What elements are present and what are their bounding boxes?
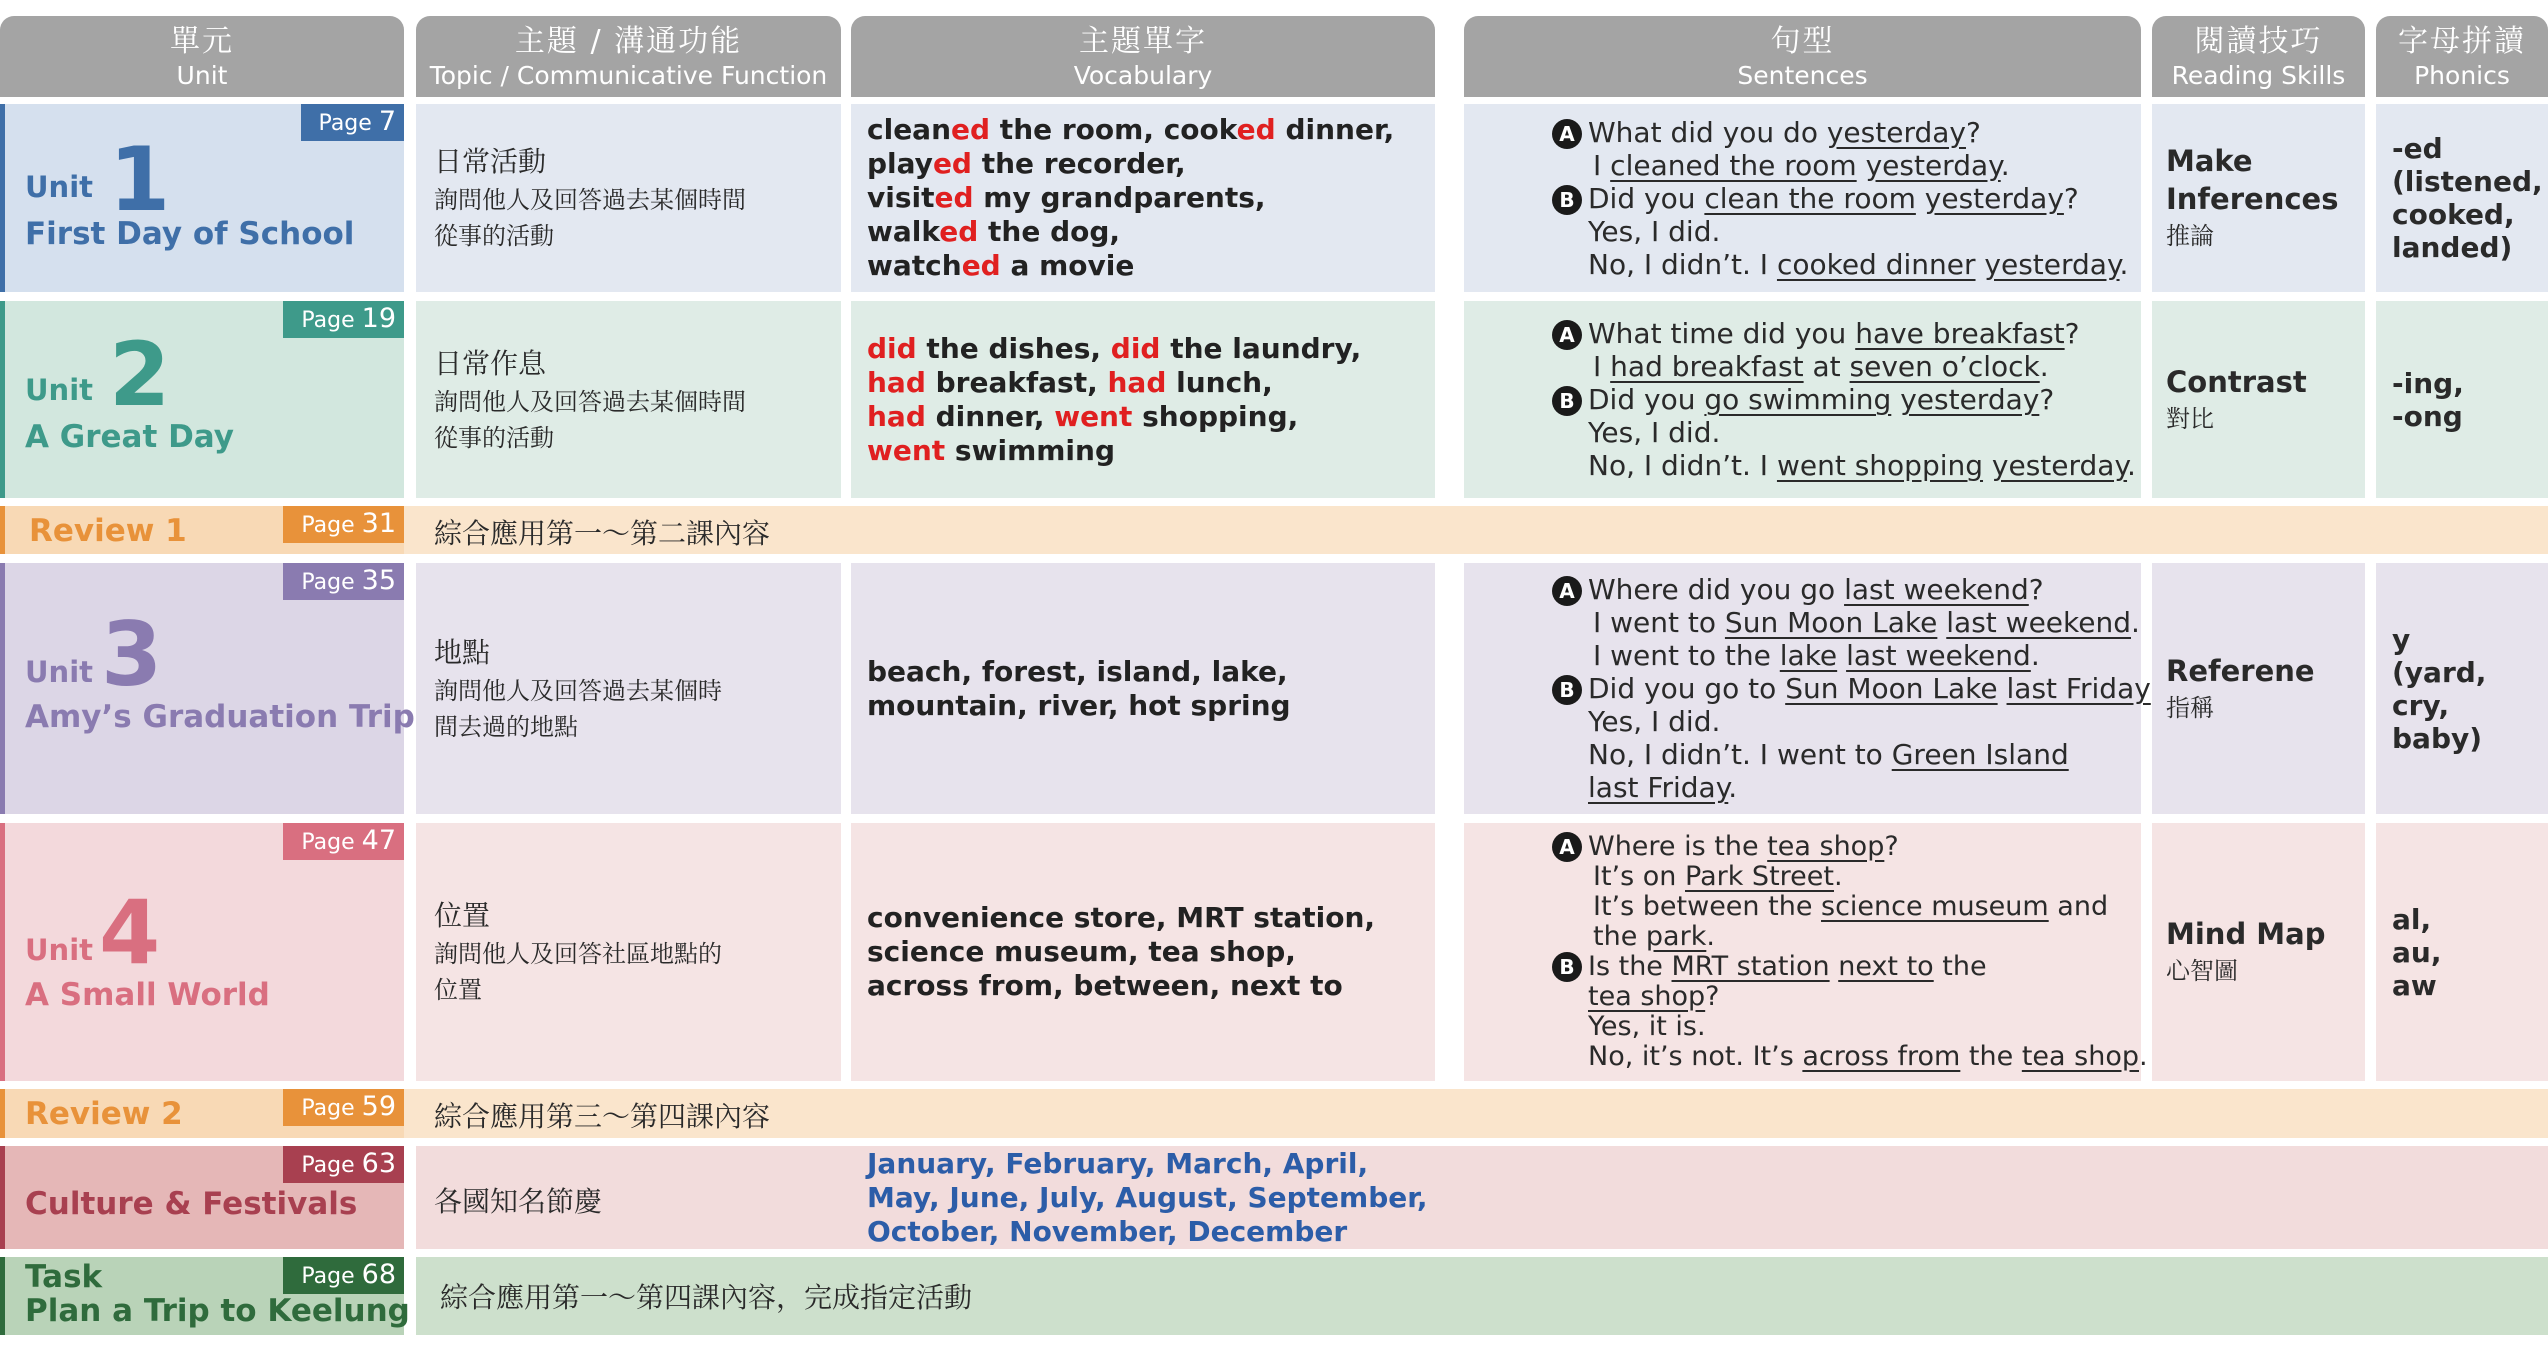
unit2-vocab bbox=[851, 301, 1435, 498]
b-circle-icon: B bbox=[1552, 952, 1582, 982]
sentence-line: B Is the MRT station next to the bbox=[1588, 952, 2141, 982]
sentence-line: I cleaned the room yesterday. bbox=[1593, 148, 2010, 182]
unit3-cell bbox=[0, 563, 415, 814]
unit2-topic bbox=[416, 301, 841, 498]
header-reading bbox=[2152, 16, 2365, 97]
header-topic-zh: 主題 / 溝通功能 bbox=[514, 23, 743, 59]
unit3-reading-en: Referene bbox=[2166, 653, 2315, 688]
sentence-line: No, I didn’t. I cooked dinner yesterday. bbox=[1588, 247, 2129, 281]
sentence-line: Yes, I did. bbox=[1588, 705, 1721, 738]
unit1-vocab-line: played the recorder, bbox=[867, 147, 1186, 180]
task-title: Plan a Trip to Keelung bbox=[25, 1293, 410, 1329]
unit2-word: Unit bbox=[25, 373, 93, 407]
review1-page-number: 31 bbox=[361, 508, 396, 539]
unit1-reading-zh: 推論 bbox=[2166, 222, 2214, 250]
unit1-word: Unit bbox=[25, 170, 93, 204]
unit1-topic-zh: 日常活動 bbox=[434, 145, 547, 178]
unit4-vocab-line: across from, between, next to bbox=[867, 969, 1343, 1002]
unit4-topic-desc1: 詢問他人及回答社區地點的 bbox=[434, 940, 722, 968]
unit2-phonics bbox=[2376, 301, 2548, 498]
sentence-line: I went to Sun Moon Lake last weekend. bbox=[1593, 606, 2140, 639]
task-page-number: 68 bbox=[361, 1259, 396, 1290]
unit1-vocab-line: watched a movie bbox=[867, 249, 1135, 282]
culture-page-badge: Page 63 bbox=[283, 1146, 404, 1183]
unit1-reading-en: Inferences bbox=[2166, 182, 2339, 216]
review1-page-badge: Page 31 bbox=[283, 506, 404, 543]
header-sentences-en: Sentences bbox=[1737, 60, 1868, 90]
unit2-vocab-line: did the dishes, did the laundry, bbox=[867, 331, 1362, 365]
unit3-reading-zh: 指稱 bbox=[2166, 693, 2214, 722]
header-vocab-zh: 主題單字 bbox=[1079, 23, 1207, 59]
phonics-line: baby) bbox=[2392, 721, 2483, 755]
unit1-vocab-line: walked the dog, bbox=[867, 215, 1121, 248]
unit1-page-badge bbox=[301, 104, 404, 141]
unit2-vocab-line: had breakfast, had lunch, bbox=[867, 365, 1273, 399]
unit3-topic-desc1: 詢問他人及回答過去某個時 bbox=[434, 676, 722, 705]
unit3-topic-desc2: 間去過的地點 bbox=[434, 712, 578, 741]
unit1-title: First Day of School bbox=[25, 216, 355, 252]
phonics-line: -ed bbox=[2392, 132, 2443, 165]
unit1-topic-desc2: 從事的活動 bbox=[434, 222, 554, 250]
unit4-topic-desc2: 位置 bbox=[434, 976, 482, 1004]
unit3-vocab-line: mountain, river, hot spring bbox=[867, 688, 1291, 722]
sentence-line: Yes, I did. bbox=[1588, 214, 1721, 248]
culture-topic: 各國知名節慶 bbox=[434, 1185, 603, 1218]
header-phonics-en: Phonics bbox=[2414, 60, 2510, 90]
unit1-vocab-line: cleaned the room, cooked dinner, bbox=[867, 113, 1395, 146]
unit3-reading bbox=[2152, 563, 2365, 814]
unit2-sentences bbox=[1464, 301, 2141, 498]
sentence-line: No, I didn’t. I went shopping yesterday. bbox=[1588, 449, 2136, 482]
a-circle-icon: A bbox=[1552, 576, 1582, 606]
sentence-line: It’s on Park Street. bbox=[1593, 861, 1843, 892]
unit2-page-number: 19 bbox=[361, 303, 396, 334]
unit3-phonics bbox=[2376, 563, 2548, 814]
b-circle-icon: B bbox=[1552, 185, 1582, 215]
header-sentences bbox=[1464, 16, 2141, 97]
unit4-vocab bbox=[851, 823, 1435, 1081]
header-vocab bbox=[851, 16, 1435, 97]
unit4-vocab-line: convenience store, MRT station, bbox=[867, 901, 1376, 934]
unit2-vocab-line: had dinner, went shopping, bbox=[867, 399, 1299, 433]
unit4-page-badge: Page 47 bbox=[283, 823, 404, 860]
unit3-topic-zh: 地點 bbox=[434, 635, 491, 669]
phonics-line: -ong bbox=[2392, 399, 2463, 433]
a-circle-icon: A bbox=[1552, 320, 1582, 350]
sentence-line: No, it’s not. It’s across from the tea shop. bbox=[1588, 1041, 2148, 1072]
phonics-line: al, bbox=[2392, 902, 2432, 936]
sentence-line: No, I didn’t. I went to Green Island bbox=[1588, 738, 2069, 771]
unit1-sentences bbox=[1464, 104, 2141, 292]
phonics-line: aw bbox=[2392, 968, 2437, 1002]
unit2-page-badge: Page 19 bbox=[283, 301, 404, 338]
phonics-line: -ing, bbox=[2392, 366, 2464, 400]
unit2-vocab-line: went swimming bbox=[867, 433, 1115, 467]
phonics-line: cry, bbox=[2392, 688, 2450, 722]
unit4-number: 4 bbox=[99, 881, 161, 984]
review1-label: Review 1 bbox=[29, 513, 187, 549]
unit2-topic-zh: 日常作息 bbox=[434, 346, 547, 380]
sentence-line: A Where is the tea shop? bbox=[1588, 832, 2141, 862]
unit1-phonics bbox=[2376, 104, 2548, 292]
unit1-vocab bbox=[851, 104, 1435, 292]
culture-label: Culture & Festivals bbox=[25, 1186, 358, 1222]
culture-page-number: 63 bbox=[361, 1148, 396, 1179]
unit4-word: Unit bbox=[25, 933, 93, 967]
task-page-badge: Page 68 bbox=[283, 1257, 404, 1294]
header-topic-en: Topic / Communicative Function bbox=[429, 60, 828, 90]
unit3-sentences bbox=[1464, 563, 2151, 814]
unit1-page-number: 7 bbox=[378, 106, 396, 137]
phonics-line: cooked, bbox=[2392, 198, 2515, 231]
sentence-line: It’s between the science museum and bbox=[1593, 891, 2109, 922]
unit1-cell bbox=[0, 104, 404, 292]
review1-label-cell bbox=[0, 506, 404, 554]
culture-vocab bbox=[851, 1146, 1551, 1249]
phonics-line: y bbox=[2392, 622, 2411, 656]
phonics-line: (listened, bbox=[2392, 165, 2543, 198]
unit4-topic bbox=[416, 823, 841, 1081]
unit2-topic-desc2: 從事的活動 bbox=[434, 423, 554, 452]
header-unit-en: Unit bbox=[176, 60, 228, 90]
unit4-cell bbox=[0, 823, 404, 1081]
culture-vocab-line: May, June, July, August, September, bbox=[867, 1180, 1428, 1214]
review2-page-badge: Page 59 bbox=[283, 1089, 404, 1126]
unit1-vocab-line: visited my grandparents, bbox=[867, 181, 1266, 214]
sentence-line: the park. bbox=[1593, 921, 1715, 952]
unit2-title: A Great Day bbox=[25, 419, 234, 455]
review2-label: Review 2 bbox=[25, 1096, 183, 1132]
unit2-reading-en: Contrast bbox=[2166, 364, 2307, 399]
unit2-cell bbox=[0, 301, 404, 498]
unit3-page-badge: Page 35 bbox=[283, 563, 404, 600]
unit4-sentences bbox=[1464, 823, 2148, 1081]
task-text: 綜合應用第一～第四課內容，完成指定活動 bbox=[440, 1281, 973, 1314]
sentence-line: I went to the lake last weekend. bbox=[1593, 639, 2040, 672]
unit2-reading-zh: 對比 bbox=[2166, 404, 2214, 433]
unit3-vocab bbox=[851, 563, 1435, 814]
culture-vocab-line: January, February, March, April, bbox=[867, 1146, 1369, 1180]
unit1-topic-desc1: 詢問他人及回答過去某個時間 bbox=[434, 186, 746, 214]
page-label: Page bbox=[318, 111, 372, 136]
unit4-phonics bbox=[2376, 823, 2548, 1081]
unit2-topic-desc1: 詢問他人及回答過去某個時間 bbox=[434, 387, 746, 416]
unit4-page-number: 47 bbox=[361, 825, 396, 856]
sentence-line: last Friday. bbox=[1588, 771, 1738, 804]
phonics-line: au, bbox=[2392, 935, 2442, 969]
header-reading-en: Reading Skills bbox=[2171, 60, 2346, 90]
header-sentences-zh: 句型 bbox=[1770, 23, 1835, 59]
sentence-line: B Did you clean the room yesterday? bbox=[1588, 182, 2141, 215]
sentence-line: B Did you go to Sun Moon Lake last Friday bbox=[1588, 672, 2141, 705]
header-reading-zh: 閱讀技巧 bbox=[2194, 23, 2323, 59]
unit2-number: 2 bbox=[109, 323, 171, 426]
sentence-line: A Where did you go last weekend? bbox=[1588, 573, 2141, 606]
culture-vocab-line: October, November, December bbox=[867, 1214, 1348, 1248]
b-circle-icon: B bbox=[1552, 386, 1582, 416]
b-circle-icon: B bbox=[1552, 675, 1582, 705]
a-circle-icon: A bbox=[1552, 832, 1582, 862]
sentence-line: I had breakfast at seven o’clock. bbox=[1593, 350, 2049, 383]
unit3-title: Amy’s Graduation Trip bbox=[25, 699, 415, 735]
unit4-vocab-line: science museum, tea shop, bbox=[867, 935, 1296, 968]
a-circle-icon: A bbox=[1552, 119, 1582, 149]
unit3-word: Unit bbox=[25, 655, 93, 689]
header-vocab-en: Vocabulary bbox=[1073, 60, 1213, 90]
header-unit bbox=[0, 16, 404, 97]
unit2-reading bbox=[2152, 301, 2365, 498]
culture-label-cell bbox=[0, 1146, 404, 1249]
unit4-reading bbox=[2152, 823, 2365, 1081]
review2-page-number: 59 bbox=[361, 1091, 396, 1122]
header-phonics bbox=[2376, 16, 2548, 97]
unit1-topic bbox=[416, 104, 841, 292]
sentence-line: A What did you do yesterday? bbox=[1588, 116, 2141, 149]
unit3-topic bbox=[416, 563, 841, 814]
unit4-topic-zh: 位置 bbox=[434, 899, 491, 932]
review2-label-cell bbox=[0, 1089, 404, 1138]
header-topic bbox=[416, 16, 841, 97]
sentence-line: tea shop? bbox=[1588, 981, 1720, 1012]
header-phonics-zh: 字母拼讀 bbox=[2398, 23, 2526, 59]
sentence-line: Yes, I did. bbox=[1588, 416, 1721, 449]
phonics-line: landed) bbox=[2392, 231, 2513, 264]
sentence-line: B Did you go swimming yesterday? bbox=[1588, 383, 2141, 416]
header-unit-zh: 單元 bbox=[170, 23, 234, 59]
unit3-number: 3 bbox=[101, 603, 163, 706]
unit1-number: 1 bbox=[109, 128, 171, 231]
unit3-page-number: 35 bbox=[361, 565, 396, 596]
unit4-title: A Small World bbox=[25, 977, 270, 1013]
task-label-cell bbox=[0, 1257, 410, 1335]
phonics-line: (yard, bbox=[2392, 655, 2487, 689]
unit1-reading bbox=[2152, 104, 2365, 292]
unit1-reading-en: Make bbox=[2166, 144, 2253, 178]
sentence-line: Yes, it is. bbox=[1588, 1011, 1706, 1042]
review1-text: 綜合應用第一～第二課內容 bbox=[434, 517, 771, 550]
unit4-reading-zh: 心智圖 bbox=[2166, 957, 2238, 985]
sentence-line: A What time did you have breakfast? bbox=[1588, 317, 2141, 350]
review2-text: 綜合應用第三～第四課內容 bbox=[434, 1100, 771, 1133]
unit3-vocab-line: beach, forest, island, lake, bbox=[867, 654, 1288, 688]
task-label: Task bbox=[25, 1259, 103, 1295]
unit4-reading-en: Mind Map bbox=[2166, 917, 2326, 951]
